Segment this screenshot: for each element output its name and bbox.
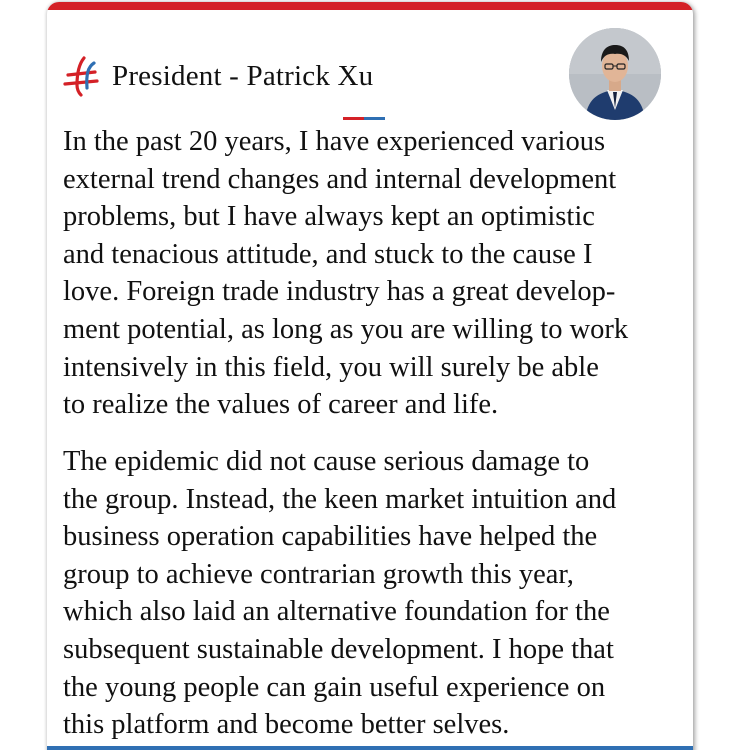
paragraph-line: which also laid an alternative foundation for the bbox=[63, 596, 610, 628]
divider-red-segment bbox=[343, 117, 364, 120]
card-top-accent-bar bbox=[47, 2, 693, 10]
paragraph-line: love. Foreign trade industry has a great develop- bbox=[63, 276, 616, 308]
president-portrait bbox=[569, 28, 661, 120]
divider-blue-segment bbox=[364, 117, 385, 120]
paragraph-line: In the past 20 years, I have experienced various bbox=[63, 126, 606, 157]
paragraph-line: and tenacious attitude, and stuck to the cause I bbox=[63, 238, 593, 270]
paragraph-line: subsequent sustainable development. I hope that bbox=[63, 633, 614, 665]
paragraph-line: ment potential, as long as you are willing to work bbox=[63, 313, 629, 345]
card-header bbox=[62, 54, 373, 98]
message-paragraph-2 bbox=[63, 443, 681, 744]
paragraph-line: business operation capabilities have helped the bbox=[63, 521, 598, 553]
paragraph-line: to realize the values of career and life. bbox=[63, 389, 499, 421]
card-bottom-accent-bar bbox=[47, 746, 693, 750]
paragraph-line: the group. Instead, the keen market intuition and bbox=[63, 483, 617, 515]
paragraph-line: external trend changes and internal development bbox=[63, 163, 617, 195]
paragraph-line: the young people can gain useful experience on bbox=[63, 671, 606, 703]
avatar bbox=[569, 28, 661, 120]
paragraph-line: The epidemic did not cause serious damage to bbox=[63, 446, 590, 477]
paragraph-line: this platform and become better selves. bbox=[63, 709, 510, 741]
paragraph-line: problems, but I have always kept an optimistic bbox=[63, 201, 595, 233]
paragraph-line: group to achieve contrarian growth this year, bbox=[63, 558, 574, 590]
title-divider bbox=[343, 117, 385, 120]
page-title: President - Patrick Xu bbox=[112, 59, 374, 92]
paragraph-line: intensively in this field, you will surely be able bbox=[63, 351, 599, 383]
message-paragraph-1 bbox=[63, 123, 681, 424]
company-logo-icon bbox=[62, 54, 108, 98]
president-message-card bbox=[47, 2, 693, 750]
